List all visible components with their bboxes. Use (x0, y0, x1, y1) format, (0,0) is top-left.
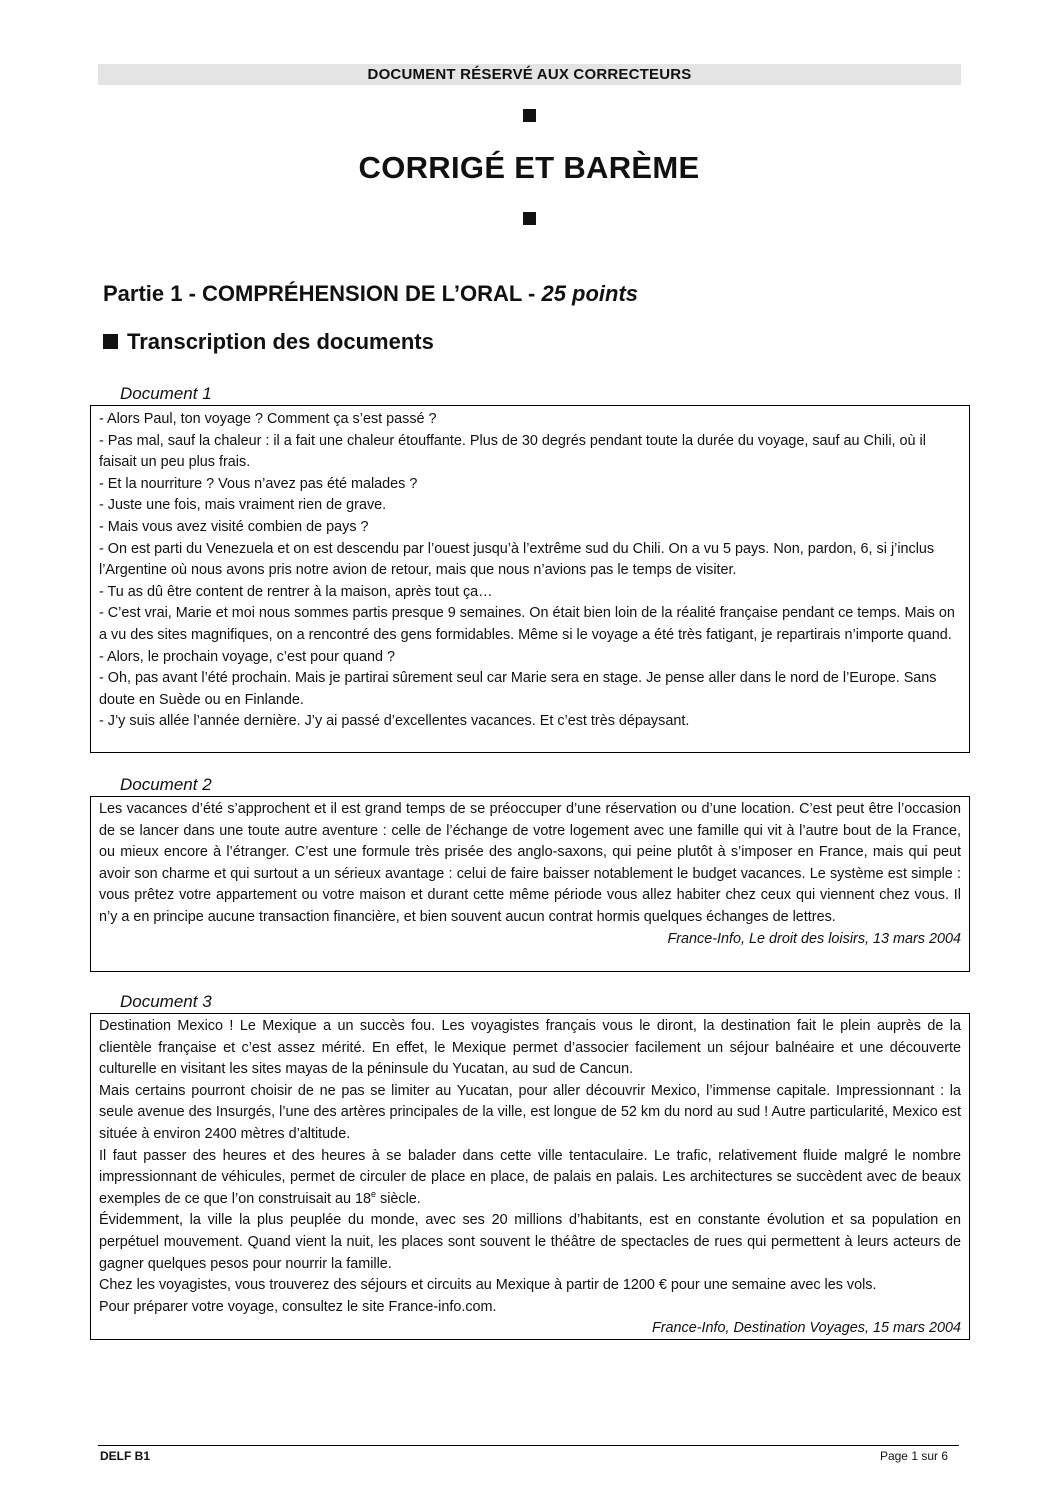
part-label: Partie 1 - COMPRÉHENSION DE L’ORAL - (103, 281, 542, 306)
footer-page-number: Page 1 sur 6 (879, 1449, 948, 1463)
document-3-paragraph: Chez les voyagistes, vous trouverez des séjours et circuits au Mexique à partir de 1200 € pour une semaine avec les vols. (99, 1277, 877, 1294)
document-2-label: Document 2 (120, 775, 212, 794)
dialogue-line: - J’y suis allée l’année dernière. J’y ai passé d’excellentes vacances. Et c’est très dépaysant. (99, 713, 690, 730)
document-1-box (90, 405, 970, 753)
dialogue-line: - Juste une fois, mais vraiment rien de grave. (99, 497, 387, 514)
square-bullet-icon (523, 109, 536, 122)
reserved-banner: DOCUMENT RÉSERVÉ AUX CORRECTEURS (98, 64, 961, 85)
document-3-box (90, 1013, 970, 1340)
dialogue-line: - Mais vous avez visité combien de pays ? (99, 518, 369, 535)
dialogue-line: - Tu as dû être content de rentrer à la maison, après tout ça… (99, 583, 493, 600)
section-heading (103, 329, 434, 355)
document-3-paragraph: Évidemment, la ville la plus peuplée du monde, avec ses 20 millions d’habitants, est en constante évolution et sa population en perpétuel mouvement. Quand vient la nuit, les places sont souvent le théâtre de spectacles de rues qui permettent à leurs acteurs de gagner quelques pesos pour nourrir la famille. (99, 1212, 961, 1272)
dialogue-line: - On est parti du Venezuela et on est descendu par l’ouest jusqu’à l’extrême sud du Chili. On a vu 5 pays. Non, pardon, 6, si j’inclus l’Argentine où nous avons pris notre avion de retour, mais que nous n’avions pas le temps de visiter. (99, 540, 935, 579)
dialogue-line: - C’est vrai, Marie et moi nous sommes partis presque 9 semaines. On était bien loin de la réalité française pendant ce temps. Mais on a vu des sites magnifiques, on a rencontré des gens formidables. Même si le voyage a été très fatigant, je repartirais n’importe quand. (99, 605, 955, 643)
part-points: 25 points (541, 281, 639, 306)
document-3-paragraph (99, 1146, 961, 1211)
square-bullet-icon (103, 334, 118, 349)
dialogue-line: - Et la nourriture ? Vous n’avez pas été malades ? (99, 475, 418, 492)
dialogue-line: - Alors Paul, ton voyage ? Comment ça s’est passé ? (99, 411, 437, 427)
document-3-paragraph: Pour préparer votre voyage, consultez le site France-info.com. (99, 1298, 497, 1315)
footer-exam-name: DELF B1 (100, 1449, 151, 1463)
document-3-source: France-Info, Destination Voyages, 15 mars 2004 (651, 1320, 961, 1337)
document-2-text: Les vacances d’été s’approchent et il est grand temps de se préoccuper d’une réservation ou d’une location. C’est peut être l’occasion de se lancer dans une toute autre aventure : celle de l’échange de votre logement avec une famille qui vit à l’autre bout de la France, ou mieux encore à l’étranger. C’est une formule très prisée des anglo-saxons, qui peine plutôt à s’imposer en France, mais qui peut avoir son charme et qui surtout a un sérieux avantage : celui de faire baisser notablement le budget vacances. Le système est simple : vous prêtez votre appartement ou votre maison et durant cette même période vous allez habiter chez ceux qui viennent chez vous. Il n’y a en principe aucune transaction financière, et bien souvent aucun contrat hormis quelques échanges de lettres. (99, 801, 961, 925)
page-title: CORRIGÉ ET BARÈME (358, 150, 700, 185)
document-2-source: France-Info, Le droit des loisirs, 13 mars 2004 (667, 930, 961, 947)
document-3-paragraph: Mais certains pourront choisir de ne pas se limiter au Yucatan, pour aller découvrir Mexico, l’immense capitale. Impressionnant : la seule avenue des Insurgés, l’une des artères principales de la ville, est longue de 52 km du nord au sud ! Autre particularité, Mexico est située à environ 2400 mètres d’altitude. (99, 1082, 961, 1142)
document-1-label: Document 1 (120, 384, 212, 403)
document-3-label: Document 3 (120, 992, 212, 1011)
dialogue-line: - Pas mal, sauf la chaleur : il a fait une chaleur étouffante. Plus de 30 degrés pendant toute la durée du voyage, sauf au Chili, où il faisait un peu plus frais. (99, 432, 926, 471)
paragraph-text: Il faut passer des heures et des heures à se balader dans cette ville tentaculaire. Le trafic, relativement fluide malgré le nombre impressionnant de véhicules, permet de circuler de place en place, de palais en palais. Les architectures se succèdent avec de beaux exemples de ce que l’on construisait au 18 (99, 1147, 961, 1207)
document-2-box (90, 796, 970, 972)
footer-rule (98, 1445, 959, 1446)
dialogue-line: - Alors, le prochain voyage, c’est pour quand ? (99, 648, 395, 665)
part-heading (103, 281, 638, 307)
superscript: e (371, 1188, 377, 1199)
section-title: Transcription des documents (127, 329, 434, 354)
document-3-paragraph: Destination Mexico ! Le Mexique a un succès fou. Les voyagistes français vous le diront, la destination fait le plein auprès de la clientèle française et c’est assez mérité. En effet, le Mexique permet d’associer facilement un séjour balnéaire et une découverte culturelle en visitant les sites mayas de la péninsule du Yucatan, au sud de Cancun. (99, 1018, 961, 1078)
dialogue-line: - Oh, pas avant l’été prochain. Mais je partirai sûrement seul car Marie sera en stage. Je pense aller dans le nord de l’Europe. Sans doute en Suède ou en Finlande. (99, 670, 937, 708)
paragraph-text: siècle. (376, 1190, 421, 1207)
square-bullet-icon (523, 212, 536, 225)
